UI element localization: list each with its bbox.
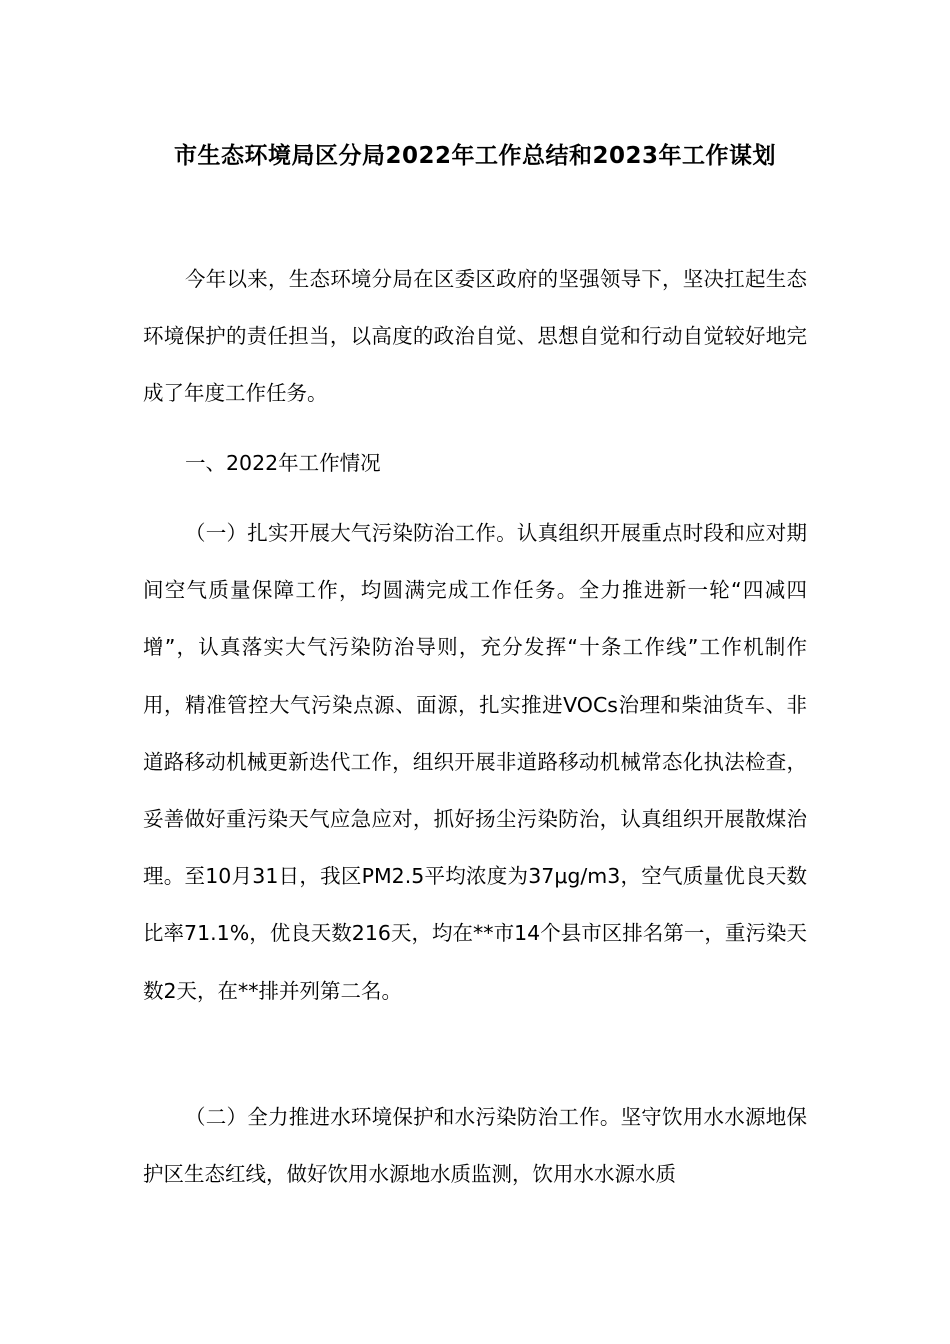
section-heading: 一、2022年工作情况 (185, 451, 381, 475)
intro-paragraph: 今年以来，生态环境分局在区委区政府的坚强领导下，坚决扛起生态环境保护的责任担当，以高度的政治自觉、思想自觉和行动自觉较好地完成了年度工作任务。 (143, 267, 807, 406)
document-title: 市生态环境局区分局2022年工作总结和2023年工作谋划 (173, 143, 777, 169)
paragraph-air-pollution: （一）扎实开展大气污染防治工作。认真组织开展重点时段和应对期间空气质量保障工作，均圆满完成工作任务。全力推进新一轮“四减四增”，认真落实大气污染防治导则，充分发挥“十条工作线”工作机制作用，精准管控大气污染点源、面源，扎实推进VOCs治理和柴油货车、非道路移动机械更新迭代工作，组织开展非道路移动机械常态化执法检查，妥善做好重污染天气应急应对，抓好扬尘污染防治，认真组织开展散煤治理。至10月31日，我区PM2.5平均浓度为37μg/m3，空气质量优良天数比率71.1%，优良天数216天，均在**市14个县市区排名第一，重污染天数2天，在**排并列第二名。 (143, 521, 807, 1003)
paragraph-water-pollution: （二）全力推进水环境保护和水污染防治工作。坚守饮用水水源地保护区生态红线，做好饮用水源地水质监测，饮用水水源水质 (143, 1105, 807, 1187)
